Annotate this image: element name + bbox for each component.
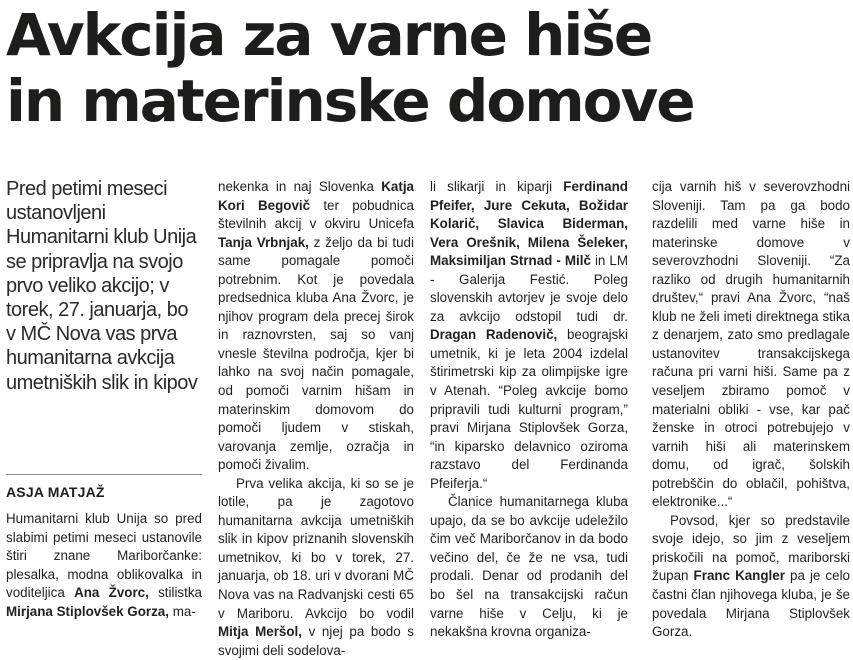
article-column-4 [652, 178, 850, 640]
col3-paragraph-1: li slikarji in kiparji Ferdinand Pfeifer, Jure Cekuta, Božidar Kolarič, Slavica Biderman, Vera Orešnik, Milena Šeleker, Maksimiljan Strnad - Milč in LM - Galerija Festić. Poleg slovenskih avtorjev je svoje delo za avkcijo odstopil tudi dr. Dragan Radenovič, beograjski umetnik, ki je leta 2004 izdelal štirimetrski kip za olimpijske igre v Atenah. “Poleg avkcije bomo pripravili tudi kulturni program,” pravi Mirjana Stiplovšek Gorza, “in kiparsko delavnico oziroma razstavo del Ferdinanda Pfeiferja.“ [430, 179, 629, 491]
col2-paragraph-1: nekenka in naj Slovenka Katja Kori Begovič ter pobudnica številnih akcij v okviru Unicefa Tanja Vrbnjak, z željo da bi tudi same pomagale pomoči potrebnim. Kot je povedala predsednica kluba Ana Žvorc, je njihov program dela precej širok in raznovrsten, saj so vanj vnesle številna področja, kjer bi lahko na svoj način pomagale, od pomoči varnim hišam in materinskim domovom do pomoči ljudem v stiskah, varovanja zemlje, ozračja in pomoči živalim. [218, 179, 414, 473]
author-divider [6, 474, 202, 475]
col4-paragraph-1: cija varnih hiš v severovzhodni Sloveniji. Tam pa ga bodo razdelili med varne hiše in materinske domove v severovzhodni Sloveniji. “Za razliko od drugih humanitarnih društev,“ pravi Ana Žvorc, “naš klub ne želi imeti direktnega stika z denarjem, zato smo predlagale ustanovitev transakcijskega računa pri varni hiši. Same pa z veseljem zbiramo pomoč v materialni obliki - vse, kar pač ženske in otroci potrebujejo v varnih hiši ali materinskem domu, od igrač, šolskih potrebščin do oblačil, pohištva, elektronike...“ [652, 179, 850, 510]
col2-paragraph-2: Prva velika akcija, ki so se je lotile, pa je zagotovo humanitarna avkcija umetniških slik in kipov priznanih slovenskih umetnikov, ki bo v torek, 27. januarja, ob 18. uri v dvorani MČ Nova vas na Radvanjski cesti 65 v Mariboru. Avkcijo bo vodil Mitja Meršol, v njej pa bodo s svojimi deli sodelova- [218, 475, 414, 658]
article-column-2 [218, 178, 414, 658]
headline: Avkcija za varne hiše in materinske domove [6, 1, 694, 135]
lead-paragraph: Pred petimi meseci ustanovljeni Humanitarni klub Unija se pripravlja na svojo prvo veliko akcijo; v torek, 27. januarja, bo v MČ Nova vas prva humanitarna avkcija umetniških slik in kipov [6, 178, 198, 394]
col1-paragraph: Humanitarni klub Unija so pred slabimi petimi meseci ustanovile štiri znane Mariborčanke: plesalka, modna oblikovalka in voditeljica Ana Žvorc, stilistka Mirjana Stiplovšek Gorza, ma- [6, 511, 202, 619]
col4-paragraph-2: Povsod, kjer so predstavile svoje idejo, so jim z veseljem priskočili na pomoč, mariborski župan Franc Kangler pa je celo častni član njihovega kluba, je še povedala Mirjana Stiplovšek Gorza. [652, 512, 850, 640]
author-byline: ASJA MATJAŽ [6, 484, 105, 500]
col3-paragraph-2: Članice humanitarnega kluba upajo, da se bo avkcije udeležilo čim več Mariborčanov in da bodo večino del, če že ne vsa, tudi prodali. Denar od prodanih del bo šel na transakcijski račun varne hiše v Celju, ki je nekakšna krovna organiza- [430, 494, 628, 640]
article-column-1 [6, 510, 202, 624]
article-column-3 [430, 178, 629, 640]
